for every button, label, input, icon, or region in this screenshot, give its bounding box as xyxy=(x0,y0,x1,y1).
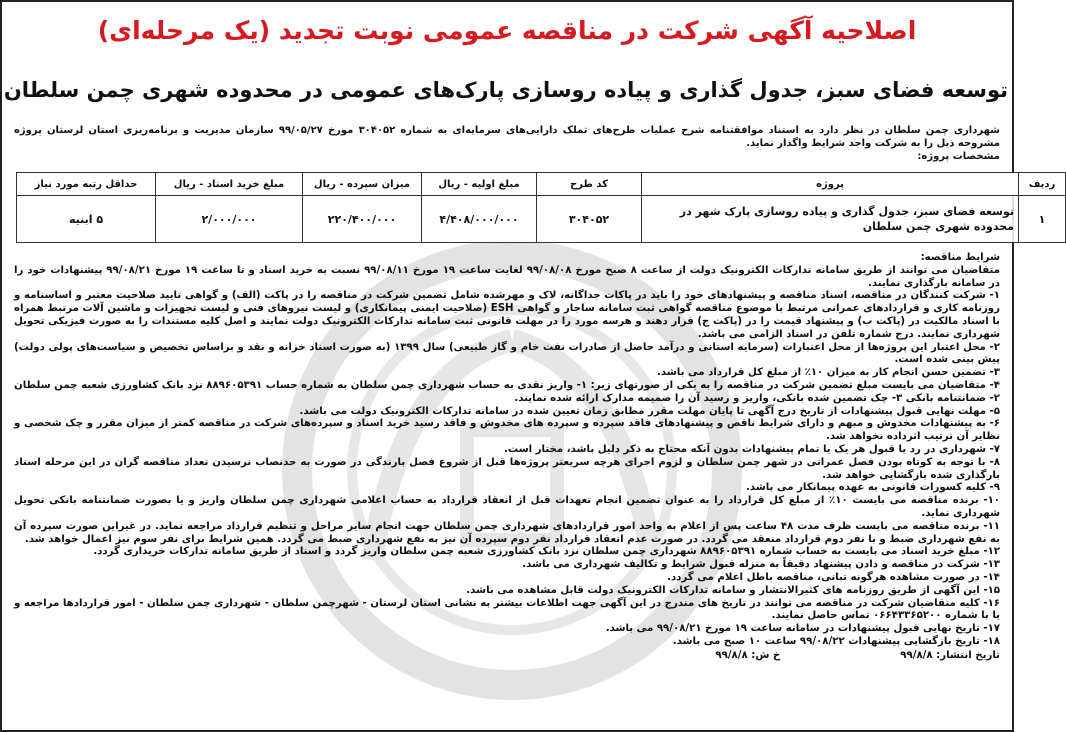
condition-item: ۵- مهلت نهایی قبول پیشنهادات از تاریخ درج آگهی تا پایان مهلت مقرر مطابق زمان تعیین شده در سامانه تدارکات الکترونیک دولت می باشد. xyxy=(299,405,1000,417)
condition-item: ۱۸- تاریخ بازگشایی پیشنهادات ۹۹/۰۸/۲۲ ساعت ۱۰ صبح می باشد. xyxy=(672,635,1000,647)
header-minimum-grade: حداقل رتبه مورد نیاز xyxy=(17,173,156,196)
condition-item: ۱۲- مبلغ خرید اسناد می بایست به حساب شماره ۸۸۹۶۰۵۳۹۱ شهرداری چمن سلطان نزد بانک کشاورزی شعبه چمن سلطان واریز گردد و اسناد از طریق سامانه تدارکات خریداری گردد. xyxy=(93,546,1000,558)
header-project: پروژه xyxy=(642,173,1019,196)
condition-item: ۱۵- این آگهی از طریق روزنامه های کثیرالانتشار و سامانه تدارکات الکترونیک دولت قابل مشاهده می باشد. xyxy=(466,584,1000,596)
condition-item: ۱۰- برنده مناقصه می بایست ۱۰٪ از مبلغ کل قرارداد را به عنوان تضمین انجام تعهدات قبل از انعقاد قرارداد به حساب اعلامی شهرداری چمن سلطان واریز و یا بصورت ضمانتنامه بانکی تحویل شهرداری نماید. xyxy=(14,495,1000,519)
intro-section xyxy=(14,124,1000,163)
condition-item: ۱۱- برنده مناقصه می بایست ظرف مدت ۴۸ ساعت پس از اعلام به واحد امور قراردادهای شهرداری چمن سلطان جهت انجام سایر مراحل و تنظیم قرارداد مراجعه نماید. در غیراین صورت سپرده آن به نفع شهرداری ضبط و با نفر دوم قرارداد منعقد می گردد. در صورت عدم انعقاد قرارداد نفر دوم سپرده آن نیز به نفع شهرداری ضبط می گردد. همین شرایط برای نفر سوم نیز اعمال خواهد شد. xyxy=(14,520,1001,545)
condition-item: ۸- با توجه به کوتاه بودن فصل عمرانی در شهر چمن سلطان و لزوم اجرای هرچه سریعتر پروژه‌ها قبل از شروع فصل بارندگی در صورت به حدنصاب نرسیدن تعداد مناقصه گران در این مرحله اسناد بارگذاری شده بازگشایی خواهد شد. xyxy=(14,456,1000,481)
announcement-title: اصلاحیه آگهی شرکت در مناقصه عمومی نوبت تجدید (یک مرحله‌ای) xyxy=(97,16,917,45)
condition-item: ۳- تضمین حسن انجام کار به میزان ۱۰٪ از مبلغ کل قرارداد می باشد. xyxy=(657,367,1000,379)
cell-document-price: ۲/۰۰۰/۰۰۰ xyxy=(156,196,303,243)
header-row-number: ردیف xyxy=(1019,173,1066,196)
cell-minimum-grade: ۵ ابنیه xyxy=(17,196,156,243)
table-row xyxy=(17,196,1066,243)
project-specs-table xyxy=(16,172,1066,243)
conditions-label: شرایط مناقصه: xyxy=(920,252,1000,263)
condition-item: ۴- متقاضیان می بایست مبلغ تضمین شرکت در مناقصه را به یکی از صورتهای زیر: ۱- واریز نقدی به حساب شهرداری چمن سلطان به شماره حساب ۸۸۹۶۰۵۳۹۱ نزد بانک کشاورزی شعبه چمن سلطان ۲- ضمانتنامه بانکی ۳- چک تضمین شده بانکی، واریز و رسید آن را ضمیمه مدارک ارائه شده نمایند. xyxy=(14,379,1000,404)
condition-item: ۲- محل اعتبار این پروژه‌ها از محل اعتبارات (سرمایه استانی و درآمد حاصل از صادرات نفت خام و گاز طبیعی) سال ۱۳۹۹ (به صورت اسناد خزانه و نقد و براساس تخصیص و سیاست‌های پولی دولت) پیش بینی شده است. xyxy=(14,341,1000,366)
table-header-row xyxy=(17,173,1066,196)
cell-initial-amount: ۴/۴۰۸/۰۰۰/۰۰۰ xyxy=(422,196,537,243)
cell-row-number: ۱ xyxy=(1019,196,1066,243)
header-project-code: کد طرح xyxy=(537,173,642,196)
tender-conditions xyxy=(14,252,1000,728)
condition-item: ۶- به پیشنهادات مخدوش و مبهم و دارای شرایط ناقص و پیشنهادهای فاقد سپرده و سپرده های مخدوش و فاقد رسید خرید اسناد و سپرده‌های شرکت در مناقصه کمتر از میزان مقرر و چک شخصی و نظایر آن ترتیب اثرداده نخواهد شد. xyxy=(14,418,1000,443)
condition-item: ۷- شهرداری در رد یا قبول هر یک یا تمام پیشنهادات بدون آنکه محتاج به ذکر دلیل باشد، مختار است. xyxy=(503,443,1000,455)
publish-date: تاریخ انتشار: ۹۹/۸/۸ xyxy=(900,649,1000,661)
condition-item: ۱۳- شرکت در مناقصه و دادن پیشنهاد دقیقاً به منزله قبول شرایط و تکالیف شهرداری می باشد. xyxy=(522,559,1000,571)
ad-code: خ ش: ۹۹/۸/۸ xyxy=(715,649,781,661)
cell-deposit-amount: ۲۲۰/۴۰۰/۰۰۰ xyxy=(303,196,422,243)
header-document-price: مبلغ خرید اسناد - ریال xyxy=(156,173,303,196)
project-specs-label: مشخصات پروژه: xyxy=(917,151,1000,162)
intro-paragraph: شهرداری چمن سلطان در نظر دارد به استناد موافقتنامه شرح عملیات طرح‌های تملک دارایی‌های سرمایه‌ای به شماره ۳۰۴۰۵۲ مورخ ۹۹/۰۵/۲۷ سازمان مدیریت و برنامه‌ریزی استان لرستان پروژه مشروحه ذیل را به شرکت واجد شرایط واگذار نماید. xyxy=(14,125,1001,149)
header-initial-amount: مبلغ اولیه - ریال xyxy=(422,173,537,196)
condition-item: ۱۷- تاریخ نهایی قبول پیشنهادات در سامانه ساعت ۱۹ مورخ ۹۹/۰۸/۲۱ می باشد. xyxy=(605,623,1000,635)
cell-project: توسعه فضای سبز، جدول گذاری و پیاده روسازی پارک شهر در محدوده شهری چمن سلطان xyxy=(642,196,1019,243)
project-subtitle: توسعه فضای سبز، جدول گذاری و پیاده روسازی پارک‌های عمومی در محدوده شهری چمن سلطان xyxy=(3,78,1008,102)
condition-item: ۱۴- در صورت مشاهده هرگونه تبانی، مناقصه باطل اعلام می گردد. xyxy=(667,571,1000,583)
conditions-lead: متقاضیان می توانند از طریق سامانه تدارکات الکترونیک دولت از ساعت ۸ صبح مورخ ۹۹/۰۸/۰۸ لغایت ساعت ۱۹ مورخ ۹۹/۰۸/۱۱ نسبت به خرید اسناد و تا ساعت ۱۹ مورخ ۹۹/۰۸/۲۱ پیشنهادات خود را در سامانه بارگذاری نمایند. xyxy=(14,264,1000,289)
header-deposit-amount: میزان سپرده - ریال xyxy=(303,173,422,196)
condition-item: ۱- شرکت کنندگان در مناقصه، اسناد مناقصه و پیشنهادهای خود را باید در پاکات جداگانه، لاک و مهرشده شامل تضمین شرکت در مناقصه را در پاکت (الف) و گواهی تایید صلاحیت معتبر و اساسنامه و روزنامه کاری و قراردادهای عمرانی مرتبط با موضوع مناقصه گواهی ثبت سامانه ساجار و گواهی ESH (صلاحیت ایمنی پیمانکاری) و لیست نیروهای فنی و لیست تجهیزات و ماشین آلات مرتبط همراه با اسناد مالکیت در (پاکت ب) و پیشنهاد قیمت را در (پاکت ج) قرار دهند و هرسه مورد را در مهلت قانونی ثبت سامانه تدارکات الکترونیک دولت نمایند و اصل کلیه مستندات را به صورت فیزیکی تحویل شهرداری نمایند. درج شماره تلفن در اسناد الزامی می باشد. xyxy=(14,290,1001,340)
cell-project-code: ۳۰۴۰۵۲ xyxy=(537,196,642,243)
condition-item: ۱۶- کلیه متقاضیان شرکت در مناقصه می توانند در تاریخ های مندرج در این آگهی جهت اطلاعات بیشتر به نشانی استان لرستان - شهرچمن سلطان - شهرداری چمن سلطان - امور قراردادها مراجعه و یا با شماره ۰۶۶۴۳۳۶۵۲۰۰ تماس حاصل نمایند. xyxy=(14,597,1000,622)
condition-item: ۹- کلیه کسورات قانونی به عهده پیمانکار می باشد. xyxy=(745,482,1000,494)
publication-dates xyxy=(14,650,1000,663)
